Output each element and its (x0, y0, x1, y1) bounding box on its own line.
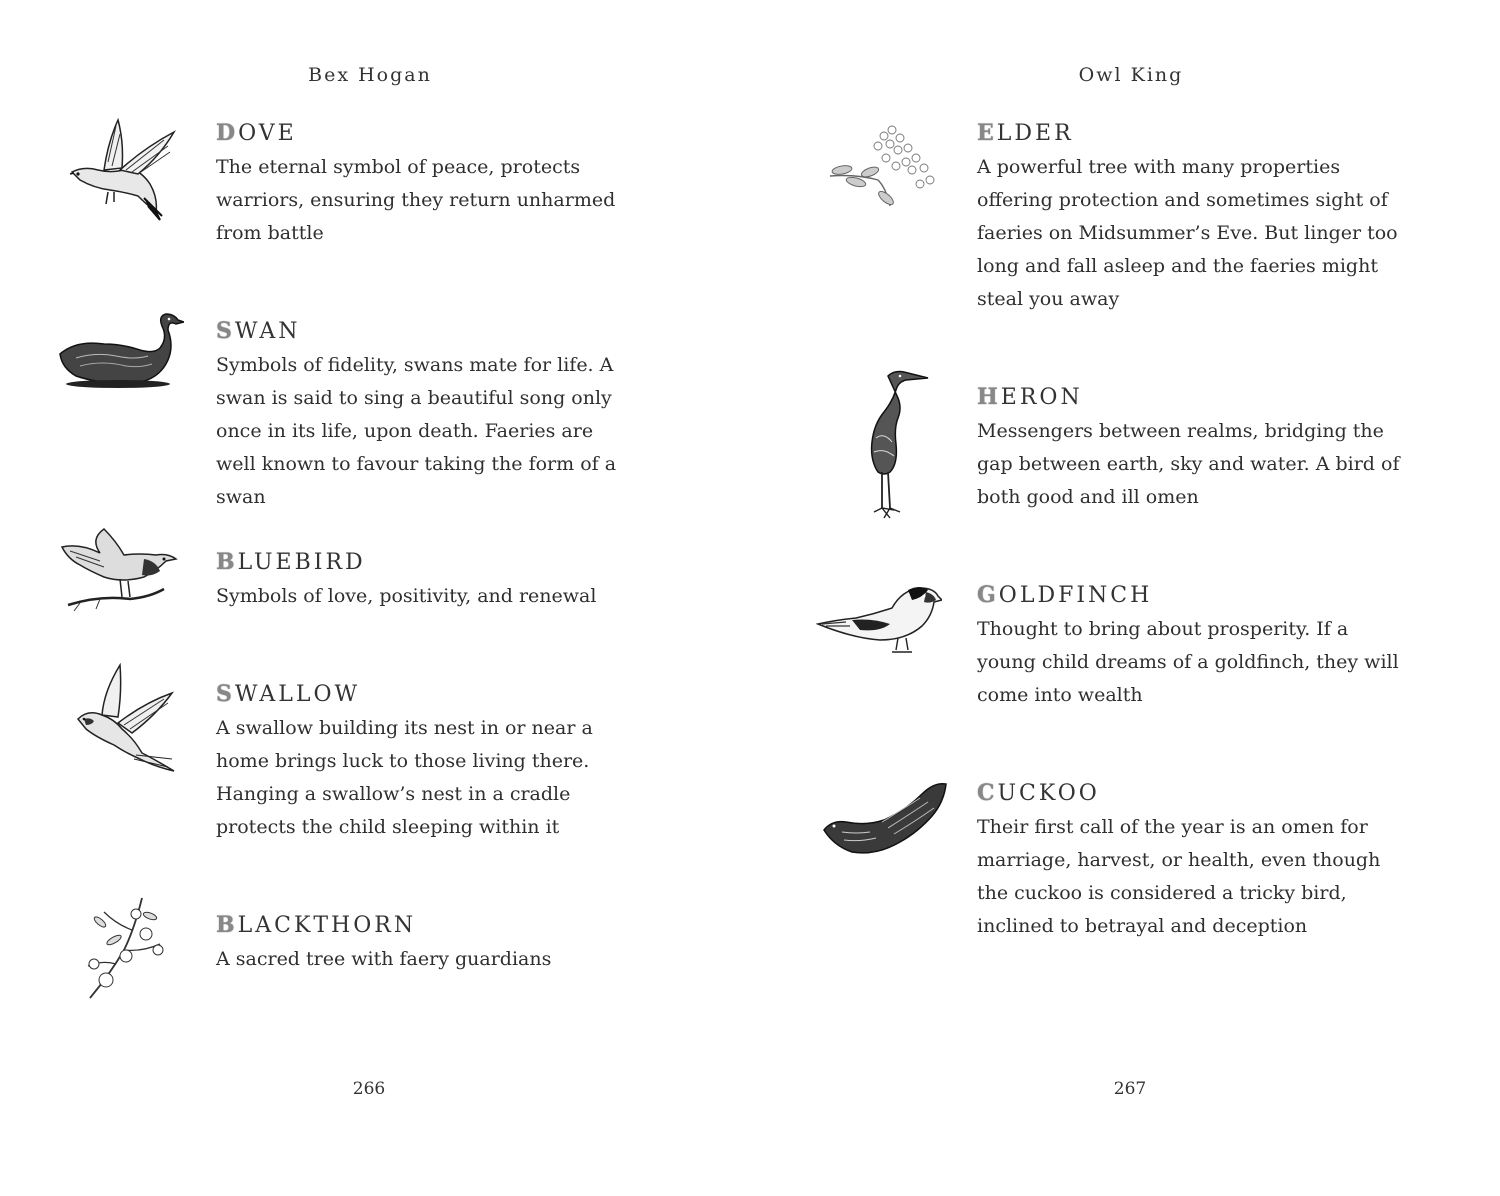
page-number: 266 (352, 1079, 386, 1099)
right-page (750, 0, 1500, 1196)
cuckoo-icon (822, 780, 950, 860)
entry-title: BLUEBIRD (216, 549, 366, 575)
elder-flower-icon (826, 118, 942, 210)
entry-body: A swallow building its nest in or near a home brings luck to those living there. Hanging a swallow’s nest in a cradle protects the child sleeping within it (216, 717, 593, 838)
entry-body: Their first call of the year is an omen for marriage, harvest, or health, even though the cuckoo is considered a tricky bird, inclined to betrayal and deception (977, 816, 1381, 937)
running-head-author: Bex Hogan (308, 64, 432, 86)
entry-body: A sacred tree with faery guardians (216, 948, 552, 970)
entry-title: BLACKTHORN (216, 912, 417, 938)
bluebird-icon (60, 525, 178, 613)
goldfinch-icon (816, 580, 942, 660)
entry-title: HERON (977, 384, 1083, 410)
entry-title: SWALLOW (216, 681, 361, 707)
entry-body: Symbols of fidelity, swans mate for life. A swan is said to sing a beautiful song only once in its life, upon death. Faeries are well known to favour taking the form of a swan (216, 354, 617, 508)
entry-title: SWAN (216, 318, 301, 344)
entry-body: Thought to bring about prosperity. If a young child dreams of a goldfinch, they will come into wealth (977, 618, 1399, 706)
entry-body: The eternal symbol of peace, protects warriors, ensuring they return unharmed from battle (216, 156, 616, 244)
entry-title: GOLDFINCH (977, 582, 1153, 608)
heron-icon (854, 368, 930, 522)
entry-title: ELDER (977, 120, 1074, 146)
dove-icon (64, 112, 176, 224)
swallow-icon (74, 663, 176, 773)
entry-body: Messengers between realms, bridging the gap between earth, sky and water. A bird of both good and ill omen (977, 420, 1400, 508)
entry-title: DOVE (216, 120, 297, 146)
entry-body: A powerful tree with many properties offering protection and sometimes sight of faeries on Midsummer’s Eve. But linger too long and fall asleep and the faeries might steal you away (977, 156, 1398, 310)
running-head-title: Owl King (1078, 64, 1184, 86)
page-number: 267 (1113, 1079, 1147, 1099)
swan-icon (56, 310, 184, 392)
entry-title: CUCKOO (977, 780, 1100, 806)
entry-body: Symbols of love, positivity, and renewal (216, 585, 597, 607)
blackthorn-icon (80, 894, 170, 1002)
